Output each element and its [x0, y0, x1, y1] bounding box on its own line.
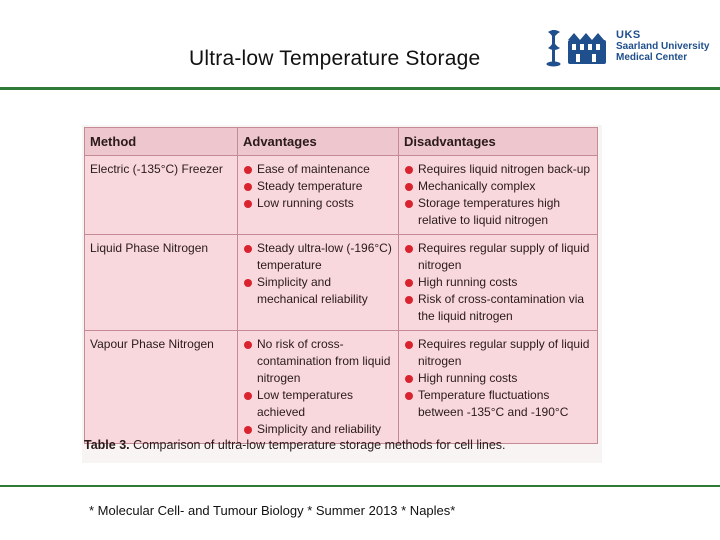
- method-cell: Liquid Phase Nitrogen: [85, 235, 238, 331]
- table-caption: [84, 438, 506, 452]
- caption-label: Table 3.: [84, 438, 130, 452]
- slide-title: Ultra-low Temperature Storage: [189, 47, 481, 70]
- list-item: Temperature fluctuations between -135°C and -190°C: [404, 387, 592, 421]
- logo-line-uks: UKS: [616, 29, 641, 41]
- list-item: No risk of cross-contamination from liquid nitrogen: [243, 336, 393, 387]
- logo-line-university: Saarland University: [616, 41, 710, 52]
- university-logo: [540, 26, 715, 70]
- list-item: Requires liquid nitrogen back-up: [404, 161, 592, 178]
- storage-comparison-table: [84, 127, 598, 444]
- list-item: Ease of maintenance: [243, 161, 393, 178]
- logo-line-center: Medical Center: [616, 52, 688, 63]
- disadvantages-cell: [399, 156, 598, 235]
- table-header-row: [85, 128, 598, 156]
- disadvantages-cell: [399, 235, 598, 331]
- list-item: Risk of cross-contamination via the liquid nitrogen: [404, 291, 592, 325]
- header-advantages: Advantages: [238, 128, 399, 156]
- slide-footer: * Molecular Cell- and Tumour Biology * Summer 2013 * Naples*: [89, 503, 456, 518]
- table-row: [85, 331, 598, 444]
- list-item: High running costs: [404, 370, 592, 387]
- advantages-cell: [238, 331, 399, 444]
- header-method: Method: [85, 128, 238, 156]
- list-item: Storage temperatures high relative to liquid nitrogen: [404, 195, 592, 229]
- header-divider: [0, 87, 720, 90]
- disadvantages-cell: [399, 331, 598, 444]
- uks-emblem-icon: [540, 26, 610, 70]
- table-figure: [82, 125, 602, 463]
- list-item: Steady ultra-low (-196°C) temperature: [243, 240, 393, 274]
- list-item: Simplicity and mechanical reliability: [243, 274, 393, 308]
- list-item: Low temperatures achieved: [243, 387, 393, 421]
- table-row: [85, 235, 598, 331]
- table-row: [85, 156, 598, 235]
- list-item: Mechanically complex: [404, 178, 592, 195]
- advantages-cell: [238, 235, 399, 331]
- caption-text: Comparison of ultra-low temperature storage methods for cell lines.: [133, 438, 506, 452]
- list-item: Steady temperature: [243, 178, 393, 195]
- list-item: Requires regular supply of liquid nitrogen: [404, 240, 592, 274]
- header-disadvantages: Disadvantages: [399, 128, 598, 156]
- method-cell: Vapour Phase Nitrogen: [85, 331, 238, 444]
- method-cell: Electric (-135°C) Freezer: [85, 156, 238, 235]
- list-item: Requires regular supply of liquid nitrogen: [404, 336, 592, 370]
- list-item: Low running costs: [243, 195, 393, 212]
- list-item: High running costs: [404, 274, 592, 291]
- advantages-cell: [238, 156, 399, 235]
- footer-divider: [0, 485, 720, 487]
- list-item: Simplicity and reliability: [243, 421, 393, 438]
